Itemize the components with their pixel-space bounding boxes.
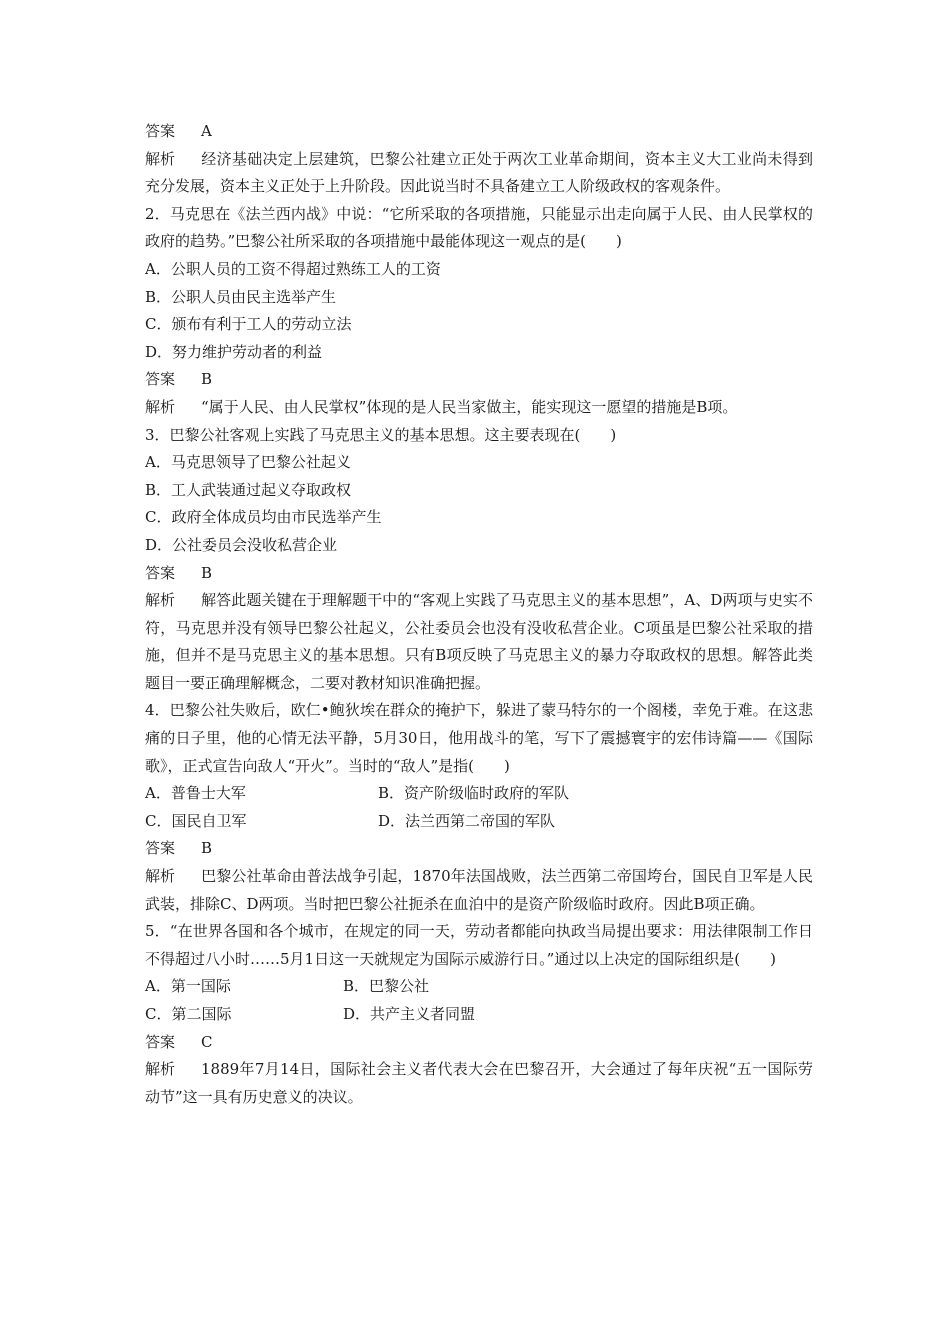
analysis-label: 解析 — [145, 867, 176, 886]
q4-option-a: A．普鲁士大军 — [145, 784, 246, 803]
q4-stem: 4．巴黎公社失败后，欧仁•鲍狄埃在群众的掩护下，躲进了蒙马特尔的一个阁楼，幸免于难。在这悲痛的日子里，他的心情无法平静，5月30日，他用战斗的笔，写下了震撼寰宇的宏伟诗篇——《国际歌》，正式宣告向敌人“开火”。当时的“敌人”是指( ) — [145, 701, 813, 775]
q3-option-b: B．工人武装通过起义夺取政权 — [145, 480, 352, 499]
q2-option-c: C．颁布有利于工人的劳动立法 — [145, 315, 352, 334]
q4-options-row-1 — [145, 780, 813, 808]
q3-answer — [145, 560, 813, 588]
analysis-label: 解析 — [145, 397, 176, 416]
q3-stem: 3．巴黎公社客观上实践了马克思主义的基本思想。这主要表现在( ) — [145, 425, 617, 444]
q3-option-d: D．公社委员会没收私营企业 — [145, 535, 338, 554]
answer-value: A — [201, 122, 212, 140]
q5-option-d: D．共产主义者同盟 — [343, 1005, 476, 1023]
q2-analysis — [145, 394, 813, 422]
q4-answer — [145, 835, 813, 863]
q4-option-b: B．资产阶级临时政府的军队 — [378, 784, 570, 803]
analysis-text: 解答此题关键在于理解题干中的“客观上实践了马克思主义的基本思想”，A、D两项与史实不符，马克思并没有领导巴黎公社起义，公社委员会也没有没收私营企业。C项虽是巴黎公社采取的措施，但并不是马克思主义的基本思想。只有B项反映了马克思主义的暴力夺取政权的思想。解答此类题目一要正确理解概念，二要对教材知识准确把握。 — [145, 591, 813, 692]
document-page — [145, 118, 813, 1111]
answer-label: 答案 — [145, 839, 176, 858]
q2-stem: 2．马克思在《法兰西内战》中说：“它所采取的各项措施，只能显示出走向属于人民、由人民掌权的政府的趋势。”巴黎公社所采取的各项措施中最能体现这一观点的是( ) — [145, 204, 813, 251]
q4-option-c: C．国民自卫军 — [145, 811, 247, 830]
analysis-text: “属于人民、由人民掌权”体现的是人民当家做主，能实现这一愿望的措施是B项。 — [201, 397, 738, 416]
q5-options-row-1 — [145, 973, 813, 1001]
answer-label: 答案 — [145, 122, 176, 140]
analysis-text: 1889年7月14日，国际社会主义者代表大会在巴黎召开，大会通过了每年庆祝“五一国际劳动节”这一具有历史意义的决议。 — [145, 1060, 813, 1106]
answer-value: C — [201, 1032, 213, 1051]
q1-answer — [145, 118, 813, 146]
q4-analysis — [145, 863, 813, 918]
q3-analysis — [145, 587, 813, 697]
q1-analysis — [145, 146, 813, 201]
q5-option-c: C．第二国际 — [145, 1005, 232, 1023]
q2-option-a: A．公职人员的工资不得超过熟练工人的工资 — [145, 259, 441, 278]
q5-stem: 5．“在世界各国和各个城市，在规定的同一天，劳动者都能向执政当局提出要求：用法律限制工作日不得超过八小时……5月1日这一天就规定为国际示威游行日。”通过以上决定的国际组织是( ) — [145, 922, 813, 968]
q5-option-a: A．第一国际 — [145, 977, 231, 996]
answer-label: 答案 — [145, 563, 176, 582]
q5-options-row-2 — [145, 1001, 813, 1029]
analysis-text: 经济基础决定上层建筑，巴黎公社建立正处于两次工业革命期间，资本主义大工业尚未得到充分发展，资本主义正处于上升阶段。因此说当时不具备建立工人阶级政权的客观条件。 — [145, 149, 813, 196]
analysis-label: 解析 — [145, 149, 176, 168]
answer-label: 答案 — [145, 370, 176, 389]
q2-answer — [145, 366, 813, 394]
q2-option-b: B．公职人员由民主选举产生 — [145, 287, 337, 306]
answer-value: B — [201, 370, 213, 389]
q2-option-d: D．努力维护劳动者的利益 — [145, 342, 323, 361]
answer-value: B — [201, 839, 213, 858]
q4-option-d: D．法兰西第二帝国的军队 — [378, 811, 556, 830]
q3-option-a: A．马克思领导了巴黎公社起义 — [145, 453, 351, 472]
answer-label: 答案 — [145, 1032, 176, 1051]
q3-option-c: C．政府全体成员均由市民选举产生 — [145, 508, 382, 527]
q5-option-b: B．巴黎公社 — [343, 977, 430, 996]
q4-options-row-2 — [145, 808, 813, 836]
analysis-label: 解析 — [145, 591, 176, 610]
analysis-label: 解析 — [145, 1060, 176, 1079]
analysis-text: 巴黎公社革命由普法战争引起，1870年法国战败，法兰西第二帝国垮台，国民自卫军是人民武装，排除C、D两项。当时把巴黎公社扼杀在血泊中的是资产阶级临时政府。因此B项正确。 — [145, 867, 813, 913]
q5-analysis — [145, 1056, 813, 1111]
answer-value: B — [201, 563, 213, 582]
q5-answer — [145, 1029, 813, 1057]
